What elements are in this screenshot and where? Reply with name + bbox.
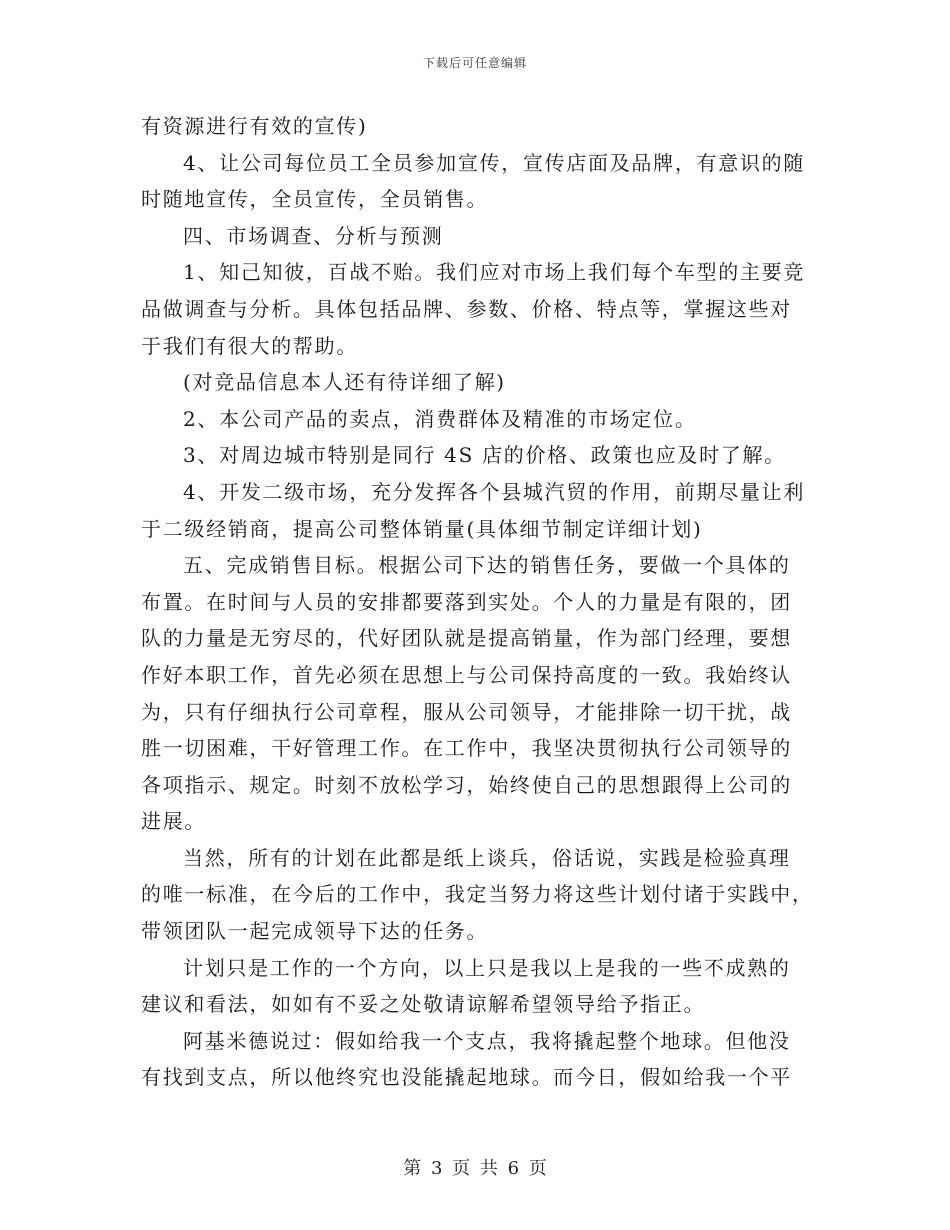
page-header: 下载后可任意编辑 bbox=[422, 56, 527, 70]
text-line: 于二级经销商，提高公司整体销量(具体细节制定详细计划) bbox=[141, 516, 703, 541]
text-line: 品做调查与分析。具体包括品牌、参数、价格、特点等，掌握这些对 bbox=[141, 296, 792, 321]
text-line: 4、开发二级市场，充分发挥各个县城汽贸的作用，前期尽量让利 bbox=[183, 479, 806, 504]
text-line: (对竞品信息本人还有待详细了解) bbox=[183, 370, 506, 395]
text-line: 四、市场调查、分析与预测 bbox=[183, 223, 444, 248]
text-line: 2、本公司产品的卖点，消费群体及精准的市场定位。 bbox=[183, 406, 697, 431]
text-line: 为，只有仔细执行公司章程，服从公司领导，才能排除一切干扰，战 bbox=[141, 699, 792, 724]
text-line: 1、知己知彼，百战不贻。我们应对市场上我们每个车型的主要竞 bbox=[183, 260, 806, 285]
text-line: 有资源进行有效的宣传) bbox=[141, 114, 368, 138]
text-line: 于我们有很大的帮助。 bbox=[141, 333, 358, 358]
text-line: 3、对周边城市特别是同行 4S 店的价格、政策也应及时了解。 bbox=[183, 443, 786, 468]
text-line: 各项指示、规定。时刻不放松学习，始终使自己的思想跟得上公司的 bbox=[141, 772, 792, 797]
text-line: 时随地宣传，全员宣传，全员销售。 bbox=[141, 187, 489, 212]
text-line: 建议和看法，如如有不妥之处敬请谅解希望领导给予指正。 bbox=[141, 992, 706, 1017]
text-line: 当然，所有的计划在此都是纸上谈兵，俗话说，实践是检验真理 bbox=[183, 845, 791, 870]
text-line: 布置。在时间与人员的安排都要落到实处。个人的力量是有限的，团 bbox=[141, 589, 792, 614]
text-line: 的唯一标准，在今后的工作中，我定当努力将这些计划付诸于实践中， bbox=[141, 882, 814, 907]
text-line: 胜一切困难，干好管理工作。在工作中，我坚决贯彻执行公司领导的 bbox=[141, 736, 792, 761]
text-line: 4、让公司每位员工全员参加宣传，宣传店面及品牌，有意识的随 bbox=[183, 150, 806, 175]
text-line: 有找到支点，所以他终究也没能撬起地球。而今日，假如给我一个平 bbox=[141, 1065, 792, 1090]
text-line: 计划只是工作的一个方向，以上只是我以上是我的一些不成熟的 bbox=[183, 955, 791, 980]
page-number-footer: 第 3 页 共 6 页 bbox=[403, 1158, 547, 1179]
document-body bbox=[141, 108, 814, 1096]
text-line: 带领团队一起完成领导下达的任务。 bbox=[141, 919, 489, 944]
text-line: 作好本职工作，首先必须在思想上与公司保持高度的一致。我始终认 bbox=[141, 662, 792, 687]
text-line: 五、完成销售目标。根据公司下达的销售任务，要做一个具体的 bbox=[183, 553, 791, 578]
text-line: 阿基米德说过：假如给我一个支点，我将撬起整个地球。但他没 bbox=[183, 1028, 791, 1053]
text-line: 进展。 bbox=[141, 809, 207, 834]
text-line: 队的力量是无穷尽的，代好团队就是提高销量，作为部门经理，要想 bbox=[141, 626, 792, 651]
